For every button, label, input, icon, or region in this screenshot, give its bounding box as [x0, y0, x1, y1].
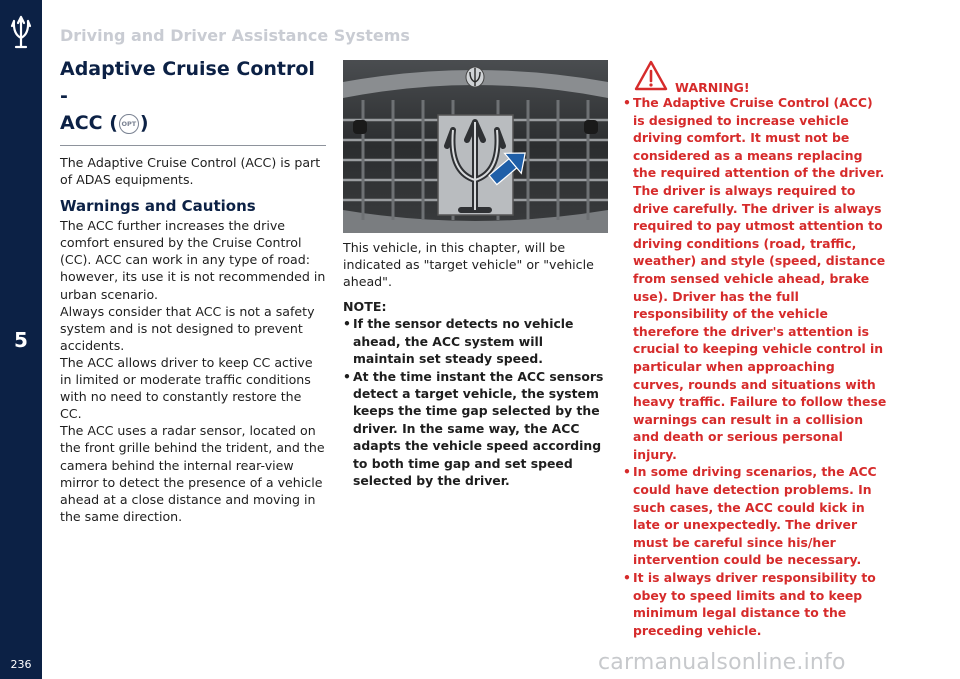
list-item: • If the sensor detects no vehicle ahead, the ACC system will maintain set steady speed. [343, 315, 608, 367]
trident-logo-icon [9, 14, 33, 50]
body-paragraph: The ACC allows driver to keep CC active in limited or moderate traffic conditions with no need to constantly restore the CC. [60, 354, 313, 422]
title-line-1: Adaptive Cruise Control - [60, 58, 315, 107]
section-title: Warnings and Cautions [60, 197, 256, 216]
list-item: • In some driving scenarios, the ACC could have detection problems. In such cases, the ACC could kick in late or unexpectedly. The driver must be careful since his/her intervention could be necessary. [623, 463, 888, 569]
title-divider [60, 145, 326, 146]
title-line-2-post: ) [139, 112, 149, 134]
intro-paragraph: The Adaptive Cruise Control (ACC) is part of ADAS equipments. [60, 155, 321, 188]
list-item: • It is always driver responsibility to obey to speed limits and to keep minimum legal distance to the preceding vehicle. [623, 569, 888, 639]
warning-list [623, 94, 888, 639]
image-caption: This vehicle, in this chapter, will be indicated as "target vehicle" or "vehicle ahead". [343, 240, 594, 290]
note-list [343, 315, 608, 489]
page-number: 236 [10, 658, 32, 671]
body-paragraph: The ACC uses a radar sensor, located on the front grille behind the trident, and the camera behind the internal rear-view mirror to detect the presence of a vehicle ahead at a close distance and moving in the same direction. [60, 423, 325, 524]
chapter-sidebar [0, 0, 42, 679]
warning-column [623, 60, 888, 639]
note-label: NOTE: [343, 299, 387, 315]
watermark: carmanualsonline.info [598, 650, 846, 675]
list-item: • The Adaptive Cruise Control (ACC) is designed to increase vehicle driving comfort. It must not be considered as a means replacing the required attention of the driver. The driver is always required to drive carefully. The driver is always required to pay utmost attention to driving conditions (road, traffic, weather) and style (speed, distance from sensed vehicle ahead, brake use). Driver has the full responsibility of the vehicle therefore the driver's attention is crucial to keeping vehicle control in particular when approaching curves, rounds and situations with heavy traffic. Failure to follow these warnings can result in a collision and death or serious personal injury. [623, 94, 888, 463]
warning-header [623, 60, 888, 94]
front-grille-photo [343, 60, 608, 233]
warning-triangle-icon [634, 60, 668, 91]
optional-equipment-icon: OPT [119, 114, 139, 134]
page-title [60, 56, 326, 137]
body-paragraph: Always consider that ACC is not a safety system and is not designed to prevent accidents. [60, 303, 315, 353]
left-column [60, 56, 326, 525]
chapter-number: 5 [14, 328, 28, 352]
title-line-2-pre: ACC ( [60, 112, 118, 134]
body-paragraph: The ACC further increases the drive comfort ensured by the Cruise Control (CC). ACC can work in any type of road: however, its use it is not recommended in urban scenario. [60, 218, 326, 302]
warning-label: WARNING! [675, 80, 750, 95]
middle-column [343, 60, 608, 489]
running-head: Driving and Driver Assistance Systems [60, 26, 410, 45]
list-item: • At the time instant the ACC sensors detect a target vehicle, the system keeps the time gap selected by the driver. In the same way, the ACC adapts the vehicle speed according to both time gap and set speed selected by the driver. [343, 368, 608, 490]
